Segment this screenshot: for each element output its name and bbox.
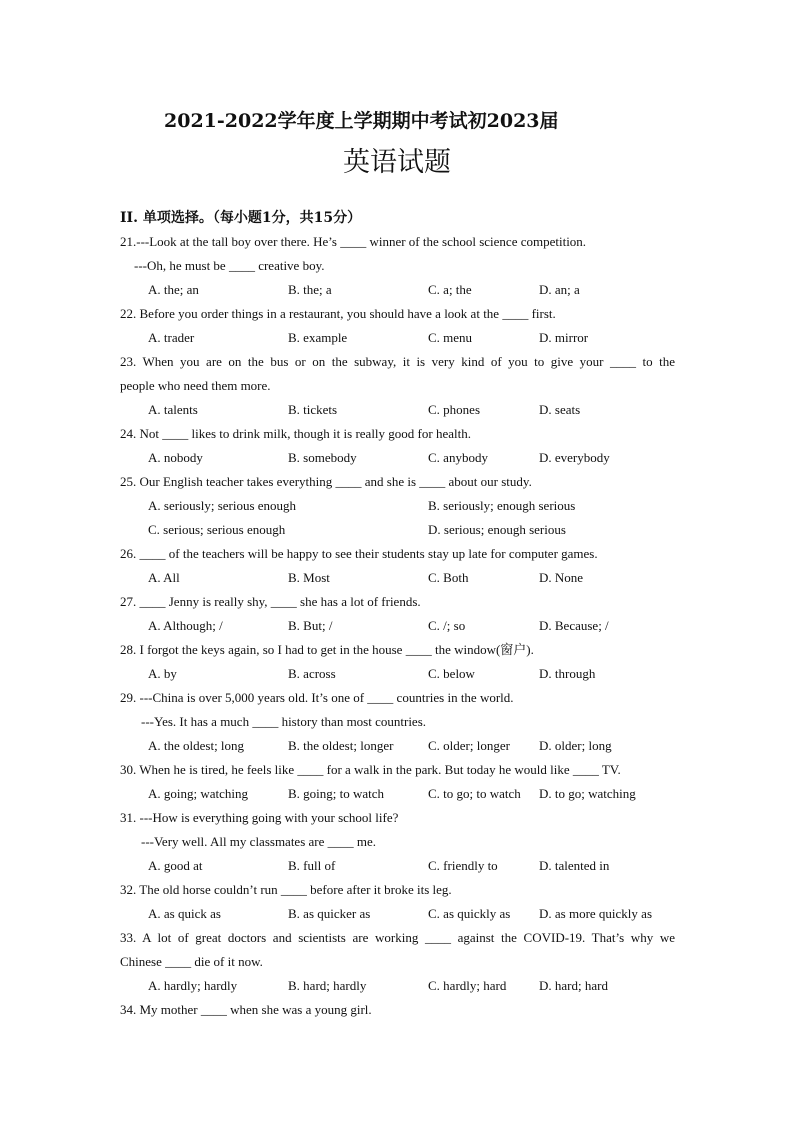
option-c: C. menu: [428, 330, 473, 345]
option-d: D. an; a: [539, 282, 580, 297]
option-b: B. tickets: [288, 402, 338, 417]
question-text: 32. The old horse couldn’t run ____ before after it broke its leg.: [120, 882, 452, 897]
question-text: Chinese ____ die of it now.: [120, 954, 263, 969]
question-text: 34. My mother ____ when she was a young girl.: [120, 1002, 372, 1017]
question-text: 26. ____ of the teachers will be happy to see their students stay up late for computer games.: [120, 546, 598, 561]
option-a: A. All: [148, 570, 180, 585]
option-d: D. older; long: [539, 738, 612, 753]
option-a: A. Although; /: [148, 618, 223, 633]
option-d: D. hard; hard: [539, 978, 608, 993]
option-b: B. across: [288, 666, 336, 681]
option-c: C. to go; to watch: [428, 786, 521, 801]
option-a: A. as quick as: [148, 906, 221, 921]
option-d: D. as more quickly as: [539, 906, 653, 921]
option-d: D. through: [539, 666, 596, 681]
question-text: 31. ---How is everything going with your school life?: [120, 810, 399, 825]
question-text: 33. A lot of great doctors and scientists are working ____ against the COVID-19. That’s why we: [120, 930, 675, 945]
option-a: A. talents: [148, 402, 198, 417]
option-c: C. a; the: [428, 282, 472, 297]
option-d: D. to go; watching: [539, 786, 636, 801]
option-a: A. seriously; serious enough: [148, 498, 297, 513]
option-c: C. hardly; hard: [428, 978, 507, 993]
question-text: 30. When he is tired, he feels like ____ for a walk in the park. But today he would like ____ TV.: [120, 762, 621, 777]
option-d: D. mirror: [539, 330, 589, 345]
option-b: B. full of: [288, 858, 336, 873]
question-text: ---Yes. It has a much ____ history than most countries.: [141, 714, 427, 729]
option-b: B. somebody: [288, 450, 357, 465]
option-d: D. everybody: [539, 450, 610, 465]
option-c: C. as quickly as: [428, 906, 511, 921]
option-a: A. hardly; hardly: [148, 978, 238, 993]
option-c: C. /; so: [428, 618, 466, 633]
option-d: D. talented in: [539, 858, 610, 873]
option-d: D. serious; enough serious: [428, 522, 566, 537]
option-b: B. example: [288, 330, 348, 345]
question-text: 24. Not ____ likes to drink milk, though it is really good for health.: [120, 426, 471, 441]
option-c: C. anybody: [428, 450, 488, 465]
question-text: ---Very well. All my classmates are ____ me.: [141, 834, 377, 849]
option-d: D. seats: [539, 402, 581, 417]
option-a: A. the oldest; long: [148, 738, 245, 753]
question-text: 25. Our English teacher takes everything ____ and she is ____ about our study.: [120, 474, 532, 489]
option-b: B. seriously; enough serious: [428, 498, 576, 513]
question-text: 22. Before you order things in a restaurant, you should have a look at the ____ first.: [120, 306, 556, 321]
question-text: 23. When you are on the bus or on the subway, it is very kind of you to give your ____ to the: [120, 354, 675, 369]
option-c: C. older; longer: [428, 738, 510, 753]
option-c: C. Both: [428, 570, 469, 585]
option-a: A. by: [148, 666, 177, 681]
option-b: B. as quicker as: [288, 906, 371, 921]
option-a: A. going; watching: [148, 786, 249, 801]
option-b: B. hard; hardly: [288, 978, 367, 993]
option-c: C. phones: [428, 402, 480, 417]
question-text: ---Oh, he must be ____ creative boy.: [134, 258, 325, 273]
question-text: people who need them more.: [120, 378, 271, 393]
section-heading: II. 单项选择。（每小题1分，共15分）: [120, 210, 362, 226]
option-c: C. below: [428, 666, 475, 681]
option-a: A. the; an: [148, 282, 199, 297]
option-a: A. good at: [148, 858, 203, 873]
question-text: 29. ---China is over 5,000 years old. It’s one of ____ countries in the world.: [120, 690, 514, 705]
option-d: D. Because; /: [539, 618, 609, 633]
option-b: B. Most: [288, 570, 330, 585]
exam-title: 2021-2022学年度上学期期中考试初2023届: [164, 110, 559, 132]
exam-subject-title: 英语试题: [343, 147, 451, 178]
option-a: A. nobody: [148, 450, 203, 465]
option-c: C. serious; serious enough: [148, 522, 286, 537]
option-b: B. But; /: [288, 618, 333, 633]
option-a: A. trader: [148, 330, 195, 345]
option-c: C. friendly to: [428, 858, 498, 873]
option-b: B. the oldest; longer: [288, 738, 394, 753]
option-b: B. going; to watch: [288, 786, 385, 801]
question-text: 27. ____ Jenny is really shy, ____ she has a lot of friends.: [120, 594, 421, 609]
option-b: B. the; a: [288, 282, 332, 297]
option-d: D. None: [539, 570, 584, 585]
question-text: 21.---Look at the tall boy over there. He’s ____ winner of the school science competition.: [120, 234, 587, 249]
question-text: 28. I forgot the keys again, so I had to get in the house ____ the window(窗户).: [120, 642, 534, 657]
